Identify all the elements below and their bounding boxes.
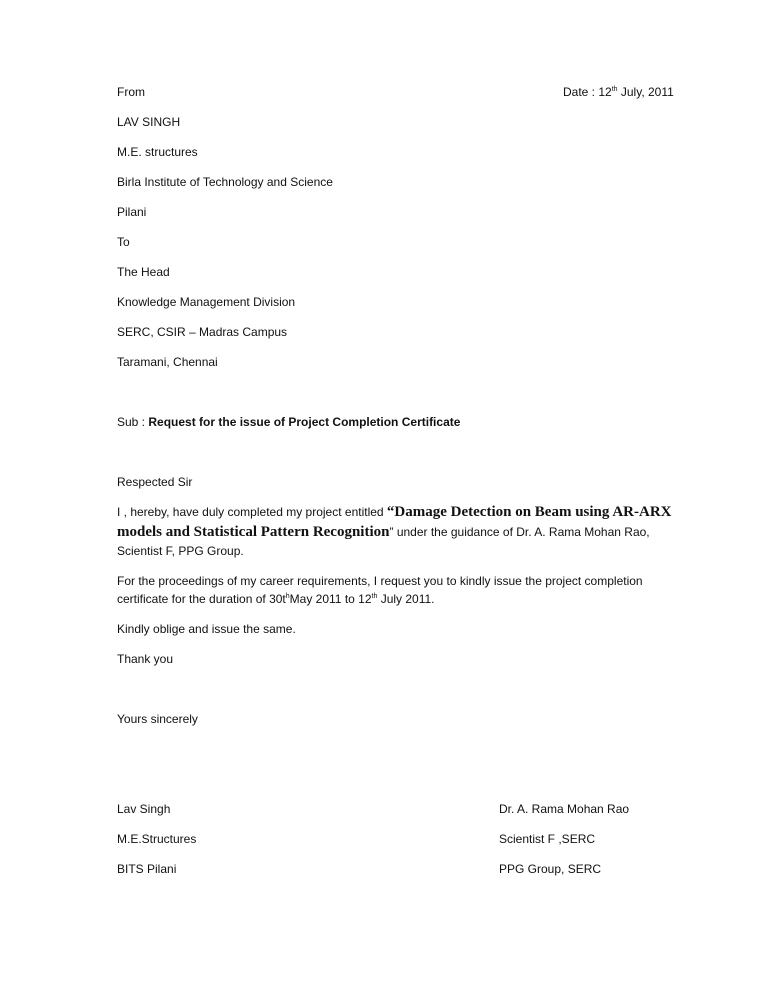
project-title-part-2: models and Statistical Pattern Recognition <box>117 524 390 540</box>
signature-left-institute: BITS Pilani <box>117 862 177 876</box>
subject-text: Request for the issue of Project Completion Certificate <box>148 415 461 429</box>
body-paragraph-1-line-2 <box>117 524 650 540</box>
sender-program: M.E. structures <box>117 145 198 159</box>
duration-text-end: July 2011. <box>377 592 435 606</box>
recipient-org: SERC, CSIR – Madras Campus <box>117 325 288 339</box>
date-suffix: July, 2011 <box>617 85 674 99</box>
subject-line <box>117 414 460 430</box>
date-prefix: Date : 12 <box>563 85 612 99</box>
sender-institute: Birla Institute of Technology and Science <box>117 175 333 189</box>
body-p1-intro: I , hereby, have duly completed my project entitled <box>117 505 387 519</box>
duration-text-start: certificate for the duration of 30t <box>117 592 286 606</box>
sender-city: Pilani <box>117 205 147 219</box>
recipient-title: The Head <box>117 265 170 279</box>
recipient-division: Knowledge Management Division <box>117 295 296 309</box>
closing: Yours sincerely <box>117 712 198 726</box>
recipient-city: Taramani, Chennai <box>117 355 218 369</box>
signature-right-designation: Scientist F ,SERC <box>499 832 596 846</box>
signature-left-name: Lav Singh <box>117 802 171 816</box>
duration-superscript-2: th <box>371 593 378 600</box>
salutation: Respected Sir <box>117 475 193 489</box>
signature-right-group: PPG Group, SERC <box>499 862 602 876</box>
date-line <box>563 84 674 100</box>
sender-name: LAV SINGH <box>117 115 181 129</box>
signature-left-program: M.E.Structures <box>117 832 197 846</box>
signature-right-name: Dr. A. Rama Mohan Rao <box>499 802 630 816</box>
subject-label: Sub : <box>117 415 149 429</box>
body-paragraph-2-line-1: For the proceedings of my career requirements, I request you to kindly issue the project completion <box>117 574 643 588</box>
body-p1-guidance: ” under the guidance of Dr. A. Rama Mohan Rao, <box>389 525 650 539</box>
thank-you: Thank you <box>117 652 174 666</box>
body-paragraph-2-line-2 <box>117 591 435 607</box>
project-title-part-1: “Damage Detection on Beam using AR-ARX <box>386 504 672 520</box>
to-label: To <box>117 235 130 249</box>
from-label: From <box>117 85 145 99</box>
body-p1-designation: Scientist F, PPG Group. <box>117 544 244 558</box>
duration-text-middle: May 2011 to 12 <box>289 592 372 606</box>
body-paragraph-3: Kindly oblige and issue the same. <box>117 622 296 636</box>
duration-superscript-1: h <box>285 593 290 600</box>
date-superscript: th <box>611 86 618 93</box>
body-paragraph-1-line-1 <box>117 504 671 520</box>
